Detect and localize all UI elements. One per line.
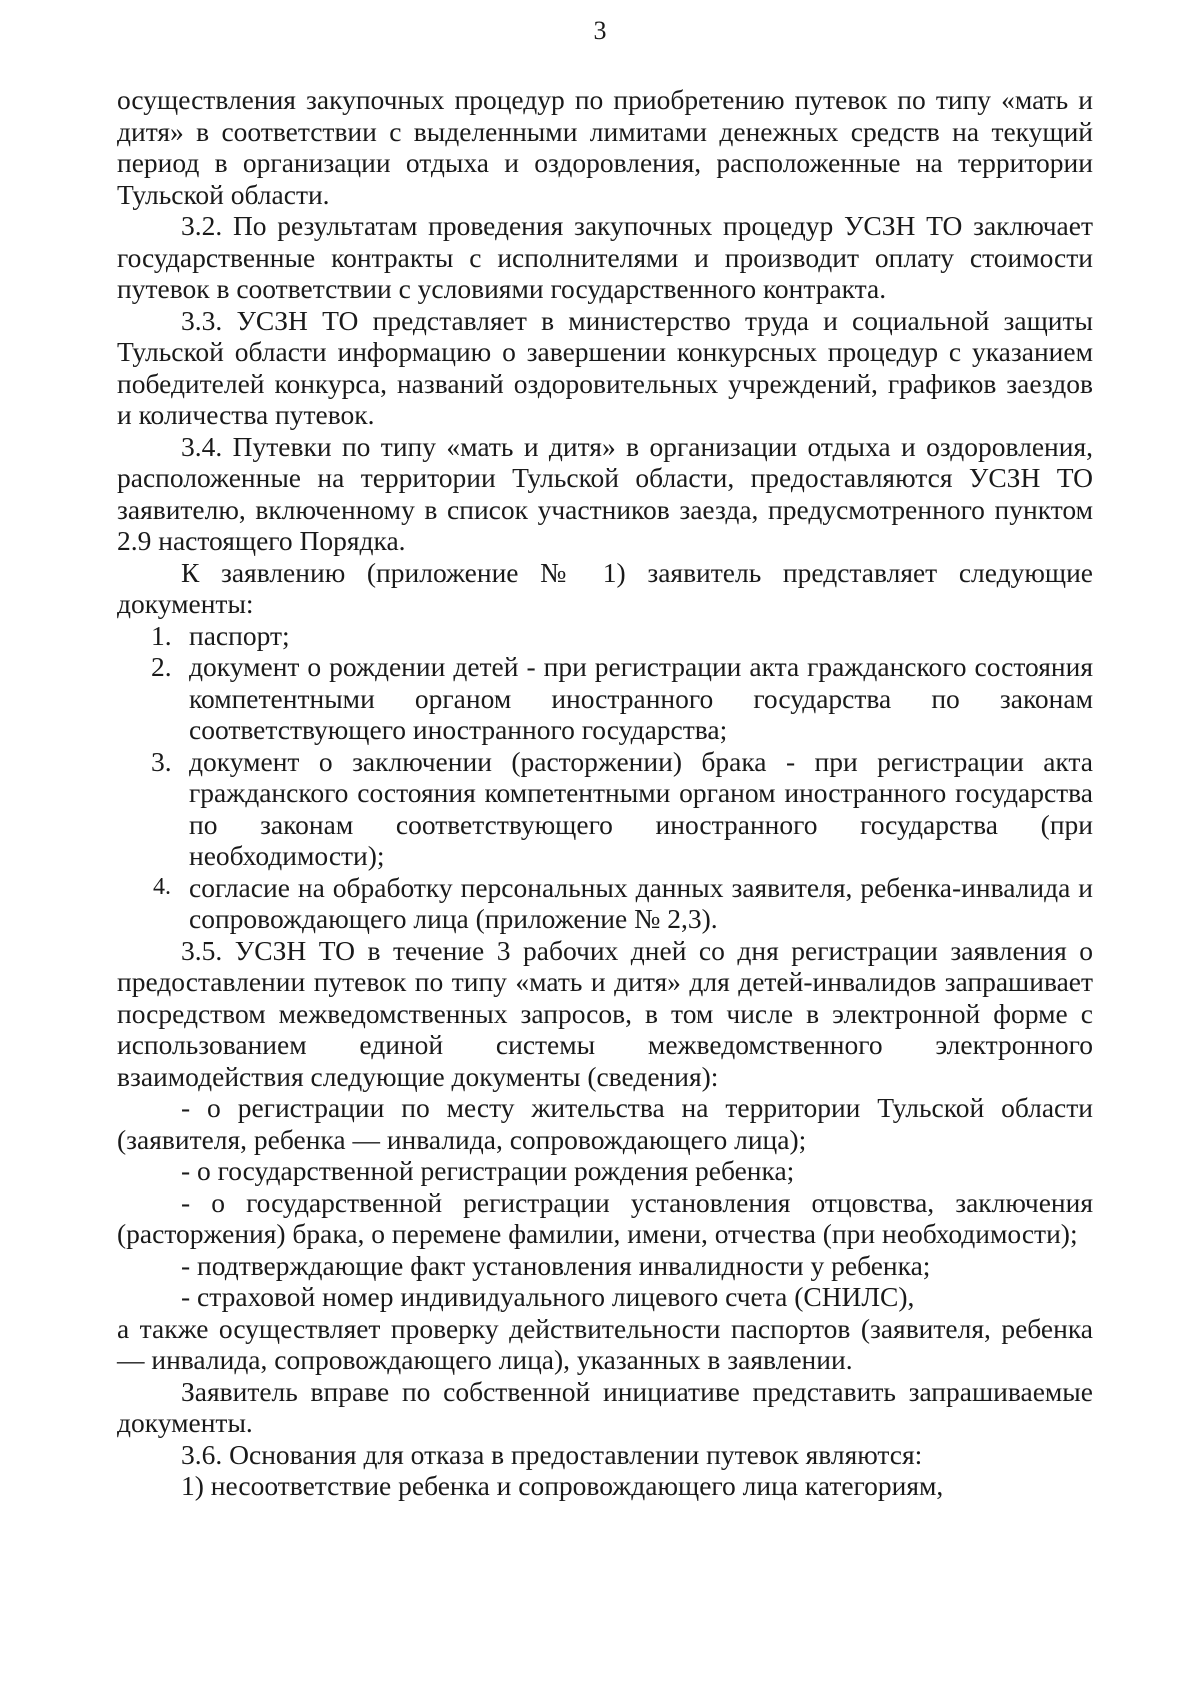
list-item-number: 3. [151,745,172,777]
dash-item-birth: - о государственной регистрации рождения ребенка; [181,1155,795,1186]
list-item [117,746,1093,872]
list-item [117,620,1093,652]
paragraph-3-4: 3.4. Путевки по типу «мать и дитя» в организации отдыха и оздоровления, расположенные на территории Тульской области, предоставляются УСЗН ТО заявителю, включенному в список участников заезда, предусмотренного пунктом 2.9 настоящего Порядка. [117,430,1093,556]
list-item-number: 4. [153,873,171,900]
list-item [117,651,1093,746]
list-item-number: 1. [151,619,172,651]
paragraph-documents-intro: К заявлению (приложение № 1) заявитель представляет следующие документы: [117,556,1093,619]
dash-item-paternity: - о государственной регистрации установления отцовства, заключения (расторжения) брака, о перемене фамилии, имени, отчества (при необходимости); [117,1186,1093,1249]
dash-item-disability: - подтверждающие факт установления инвалидности у ребенка; [181,1249,931,1281]
dash-item-residence: - о регистрации по месту жительства на территории Тульской области (заявителя, ребенка — инвалида, сопровождающего лица); [117,1092,1093,1155]
list-item-text: паспорт; [189,619,290,651]
page-number: 3 [593,16,607,45]
documents-list [117,620,1093,935]
paragraph-3-2: 3.2. По результатам проведения закупочных процедур УСЗН ТО заключает государственные контракты с исполнителями и производит оплату стоимости путевок в соответствии с условиями государственного контракта. [117,210,1093,304]
paragraph-passport-check: а также осуществляет проверку действительности паспортов (заявителя, ребенка — инвалида, сопровождающего лица), указанных в заявлении. [117,1312,1093,1375]
paragraph-3-6: 3.6. Основания для отказа в предоставлении путевок являются: [181,1438,923,1470]
dash-item-snils: - страховой номер индивидуального лицевого счета (СНИЛС), [181,1281,915,1312]
paragraph-refusal-1: 1) несоответствие ребенка и сопровождающего лица категориям, [181,1470,944,1501]
document-body [117,84,1093,1502]
list-item-number: 2. [151,651,172,682]
list-item-text: согласие на обработку персональных данных заявителя, ребенка-инвалида и сопровождающего лица (приложение № 2,3). [189,871,1093,934]
paragraph-applicant-right: Заявитель вправе по собственной инициативе представить запрашиваемые документы. [117,1375,1093,1438]
list-item [117,872,1093,935]
list-item-text: документ о рождении детей - при регистрации акта гражданского состояния компетентными органом иностранного государства по законам соответствующего иностранного государства; [189,651,1093,745]
list-item-text: документ о заключении (расторжении) брака - при регистрации акта гражданского состояния компетентными органом иностранного государства по законам соответствующего иностранного государства (при необходимости); [189,745,1093,871]
paragraph-3-5: 3.5. УСЗН ТО в течение 3 рабочих дней со дня регистрации заявления о предоставлении путевок по типу «мать и дитя» для детей-инвалидов запрашивает посредством межведомственных запросов, в том числе в электронной форме с использованием единой системы межведомственного электронного взаимодействия следующие документы (сведения): [117,934,1093,1092]
paragraph-3-3: 3.3. УСЗН ТО представляет в министерство труда и социальной защиты Тульской области информацию о завершении конкурсных процедур с указанием победителей конкурса, названий оздоровительных учреждений, графиков заездов и количества путевок. [117,304,1093,430]
paragraph-continuation: осуществления закупочных процедур по приобретению путевок по типу «мать и дитя» в соответствии с выделенными лимитами денежных средств на текущий период в организации отдыха и оздоровления, расположенные на территории Тульской области. [117,84,1093,210]
